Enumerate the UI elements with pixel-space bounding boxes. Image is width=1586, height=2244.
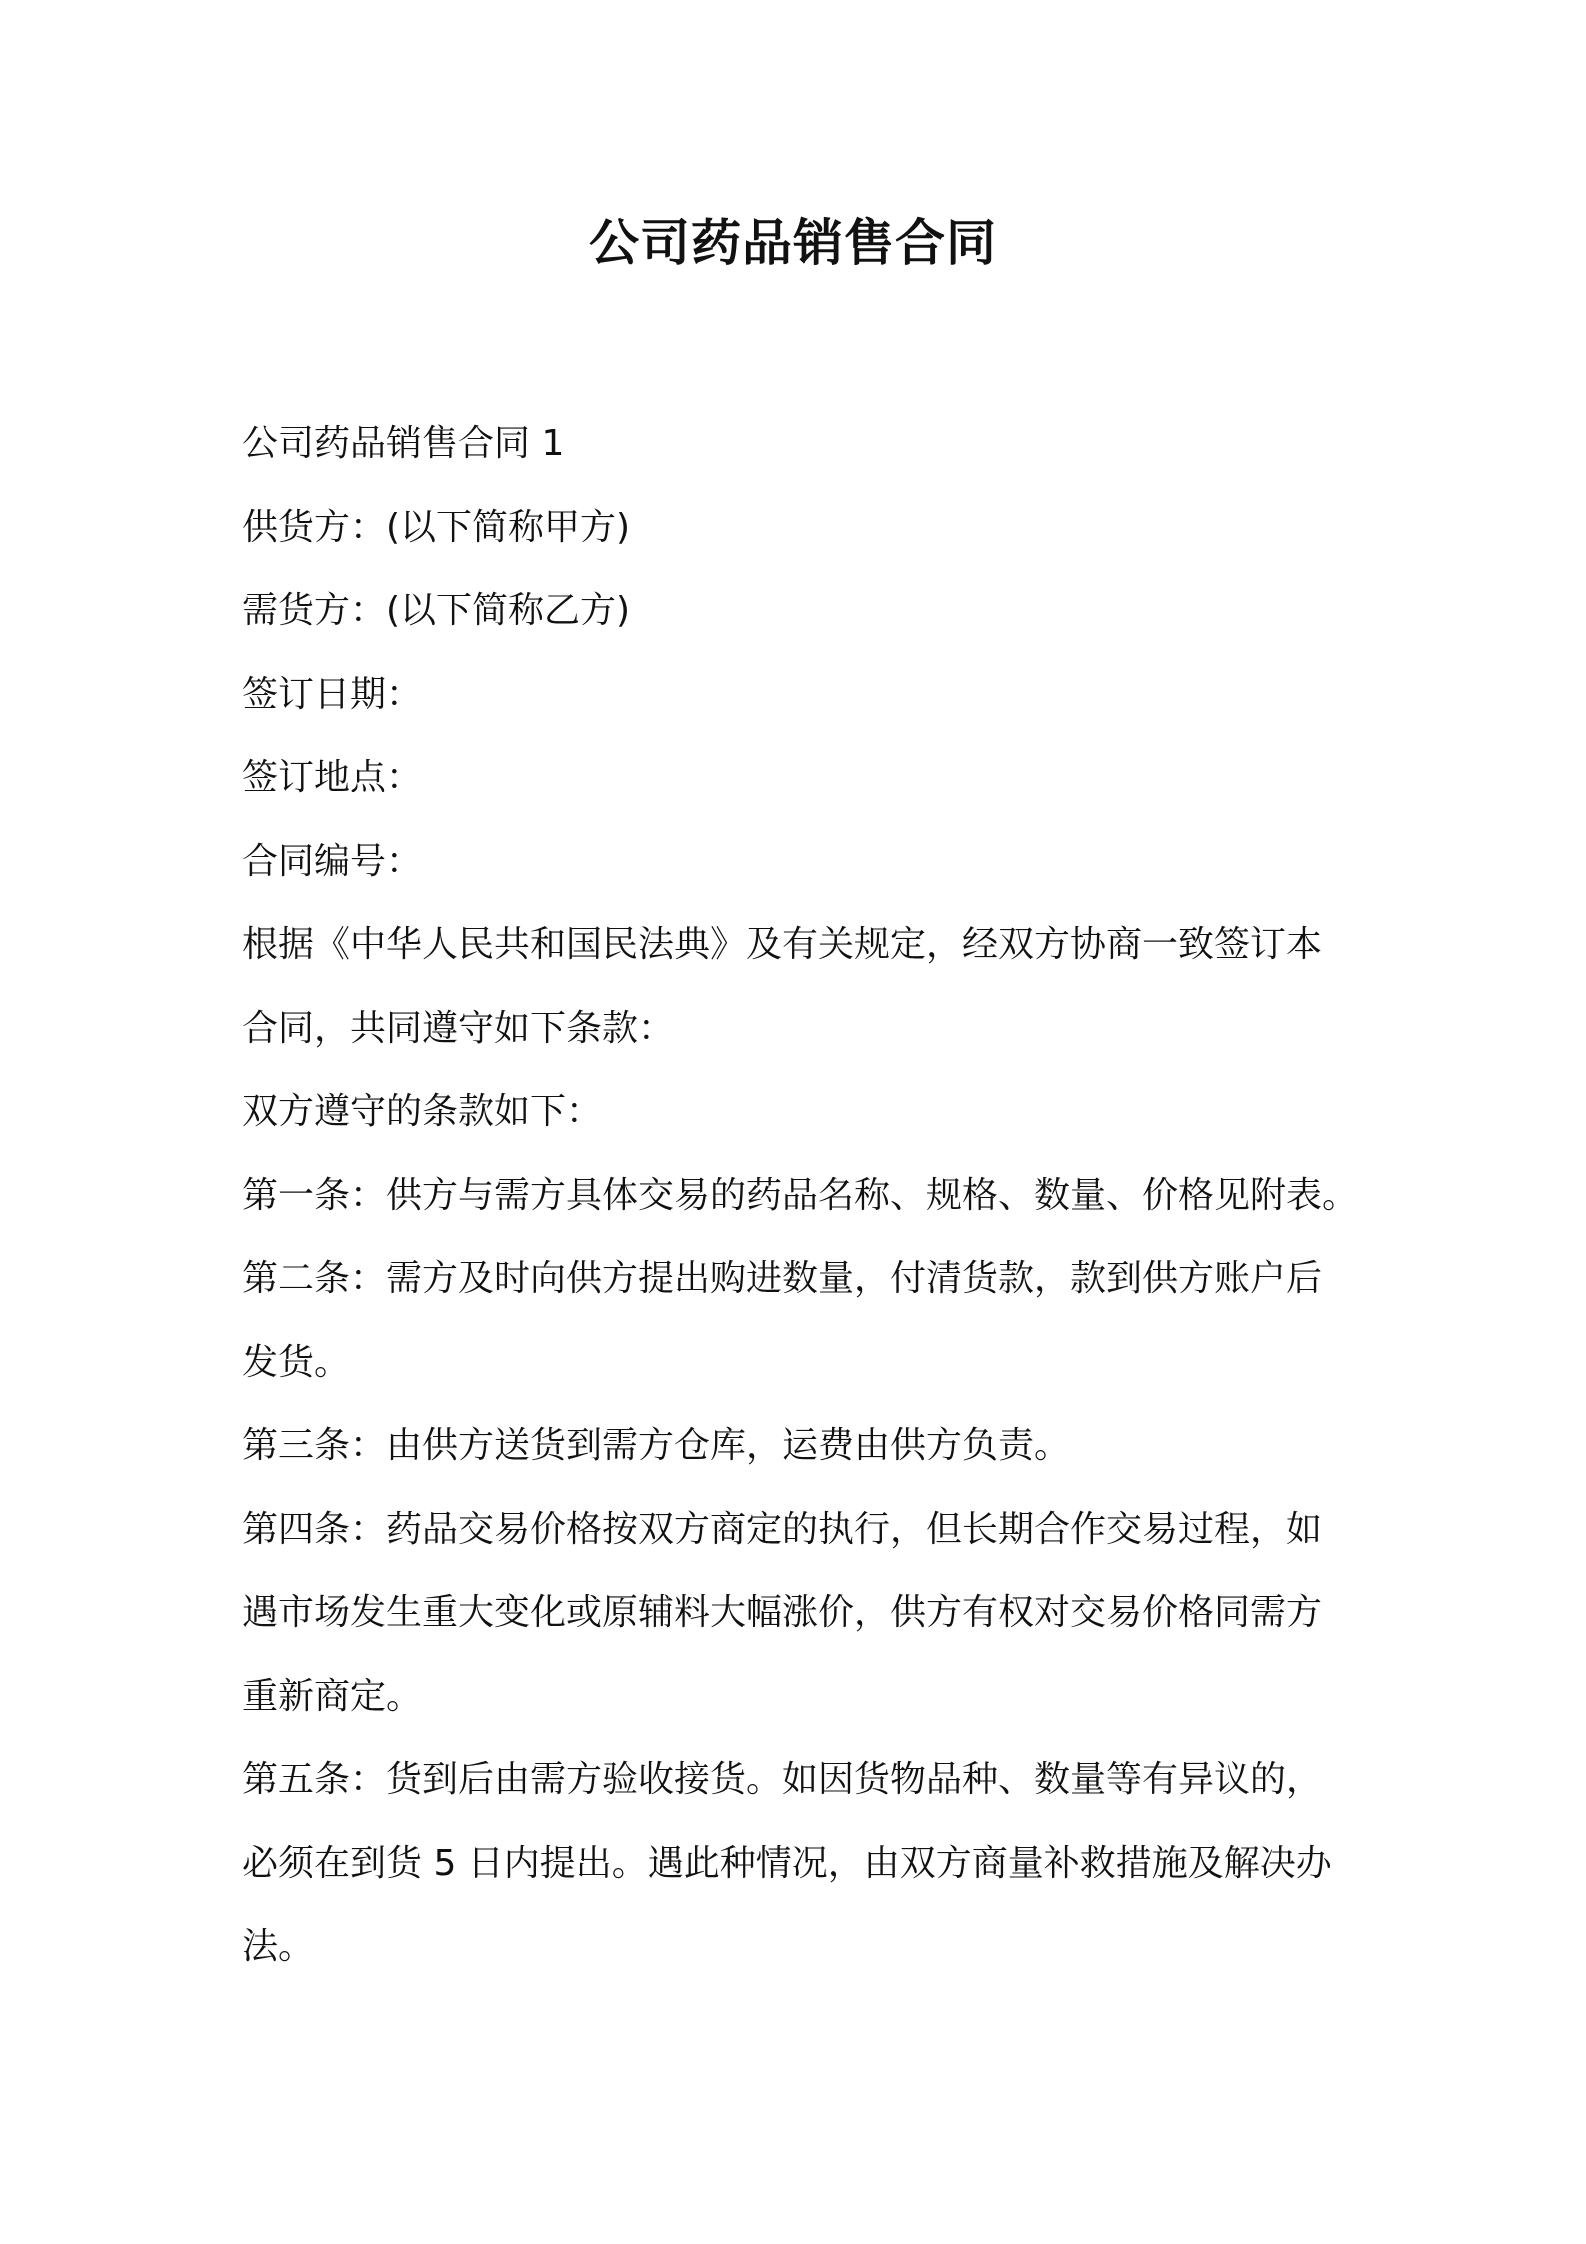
supplier-line: 供货方：(以下简称甲方) (242, 506, 631, 548)
contract-number-line: 合同编号： (242, 840, 423, 882)
article-4-line: 遇市场发生重大变化或原辅料大幅涨价，供方有权对交易价格同需方 (242, 1592, 1323, 1633)
terms-intro-line: 双方遵守的条款如下： (242, 1091, 603, 1132)
article-4-line: 重新商定。 (242, 1675, 423, 1717)
article-5-line: 必须在到货 5 日内提出。遇此种情况，由双方商量补救措施及解决办 (242, 1842, 1332, 1884)
signing-date-line: 签订日期： (242, 673, 423, 715)
article-5-line: 法。 (242, 1926, 315, 1967)
buyer-line: 需货方：(以下简称乙方) (242, 590, 631, 631)
signing-place-line: 签订地点： (242, 757, 423, 798)
preamble-line: 合同，共同遵守如下条款： (242, 1007, 675, 1049)
preamble-line: 根据《中华人民共和国民法典》及有关规定，经双方协商一致签订本 (242, 924, 1323, 965)
article-5-line: 第五条：货到后由需方验收接货。如因货物品种、数量等有异议的， (242, 1759, 1323, 1800)
article-3-line: 第三条：由供方送货到需方仓库，运费由供方负责。 (242, 1425, 1071, 1466)
document-title: 公司药品销售合同 (589, 214, 997, 272)
subtitle-line: 公司药品销售合同 1 (242, 423, 565, 464)
article-2-line: 第二条：需方及时向供方提出购进数量，付清货款，款到供方账户后 (242, 1258, 1323, 1299)
article-4-line: 第四条：药品交易价格按双方商定的执行，但长期合作交易过程，如 (242, 1508, 1323, 1550)
article-2-line: 发货。 (242, 1341, 351, 1383)
article-1-line: 第一条：供方与需方具体交易的药品名称、规格、数量、价格见附表。 (242, 1174, 1359, 1216)
document-body (242, 402, 1362, 1989)
